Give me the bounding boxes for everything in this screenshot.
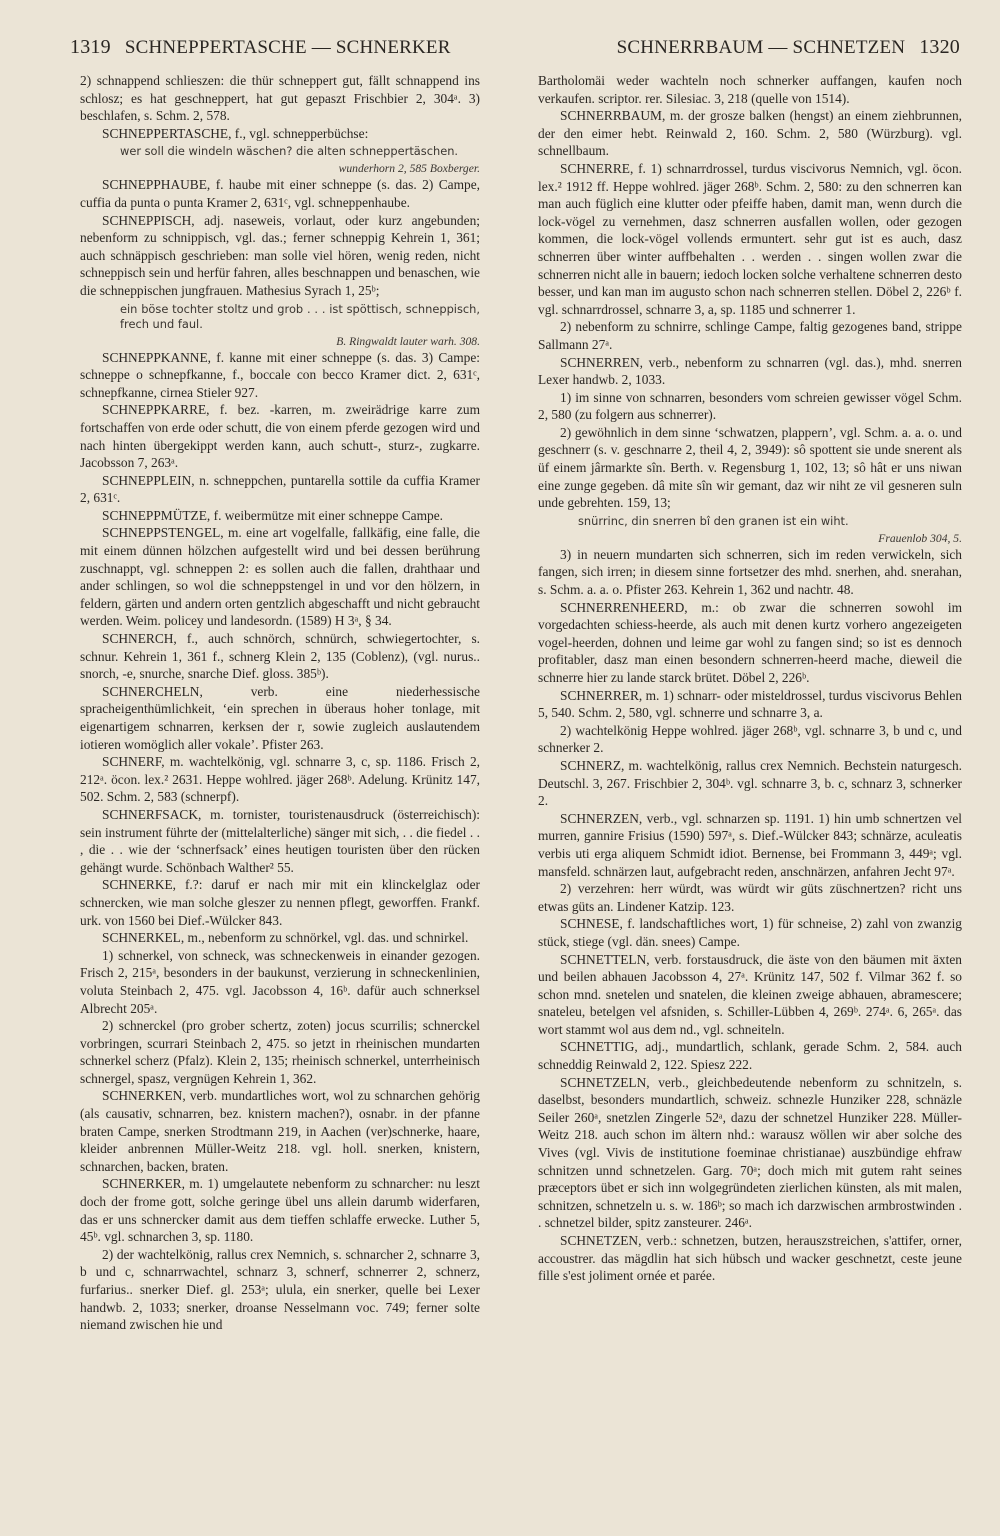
dictionary-entry: SCHNETZELN, verb., gleichbedeutende nebenform zu schnitzeln, s. daselbst, besonders mundartlich, schweiz. schnezle Hunziker 228, schnäzle Seiler 260ᵃ, snetzlen Zingerle 52ᵃ, dazu der schnetzel Hunziker 228. Müller-Weitz 218. auch schon im ältern nhd.: warausz wöllen wir aber solche des Vives (vgl. Vivis de institutione foeminae christianae) auszbündige ehfraw schnitzen unnd schnetzelen. Garg. 70ᵃ; doch mich mit gutem raht seines præceptors übet er sich inn wolgegründeten zierlichen künsten, als mit malen, schnitzen, schnetzeln u. s. w. 186ᵇ; so mach ich darzwischen armbrostwinden . . schnetzel bilder, spitz zansteurer. 246ᵃ.: [538, 1074, 962, 1231]
dictionary-entry: SCHNEPPKARRE, f. bez. -karren, m. zweirädrige karre zum fortschaffen von erde oder schutt, die von einem pferde gezogen wird und nach hinten übergekippt werden kann, auch schutt-, sturz-, zugkarre. Jacobsson 7, 263ᵃ.: [80, 402, 480, 471]
quotation: snürrinc, din snerren bî den granen ist ein wiht.: [578, 513, 849, 528]
dictionary-entry: Bartholomäi weder wachteln noch schnerker auffangen, kaufen noch verkaufen. scriptor. rer. Silesiac. 3, 218 (quelle von 1514).: [538, 73, 962, 106]
dictionary-entry: 2) gewöhnlich in dem sinne ‘schwatzen, plappern’, vgl. Schm. a. a. o. und geschnerr (s. v. geschnarre 2, theil 4, 2, 3949): sô spottent sie unde snerent als üf einem jârmarkte sîn. Berth. v. Regensburg 1, 102, 13; sô hât er uns niwan eine zunge gegeben. dâ mite sîn wir gemant, daz wir niht ze vil gesneren suln unde gebrehten. 159, 13;: [538, 424, 962, 511]
dictionary-entry: SCHNERFSACK, m. tornister, touristenausdruck (österreichisch): sein instrument führte der (mittelalterliche) sänger mit sich, . . die fiedel . . , die . . wie der ‘schnerfsack’ eines heutigen touristen über den rücken gehängt wurde. Schönbach Walther² 55.: [80, 806, 480, 875]
dictionary-entry: SCHNERF, m. wachtelkönig, vgl. schnarre 3, c, sp. 1186. Frisch 2, 212ᵃ. öcon. lex.² 2631. Heppe wohlred. jäger 268ᵇ. Adelung. Krünitz 147, 502. Schm. 2, 583 (schnerpf).: [80, 754, 480, 805]
dictionary-entry: SCHNERCH, f., auch schnörch, schnürch, schwiegertochter, s. schnur. Kehrein 1, 361 f., schnerg Klein 2, 135 (Coblenz), (vgl. nurus.. snorch, -e, snurche, snarche Dief. gloss. 385ᵇ).: [80, 631, 480, 682]
right-column: [538, 72, 962, 1285]
dictionary-entry: SCHNERKEL, m., nebenform zu schnörkel, vgl. das. und schnirkel.: [102, 930, 469, 946]
dictionary-entry: SCHNEPPMÜTZE, f. weibermütze mit einer schneppe Campe.: [102, 507, 444, 523]
dictionary-entry: SCHNERKEN, verb. mundartliches wort, wol zu schnarchen gehörig (als causativ, schnarren, bez. knistern machen?), osnabr. in der pfanne braten Campe, snerken Strodtmann 219, in Aachen (ver)schnerke, haare, kleider anbrennen Müller-Weitz 218. vgl. holl. snerken, knistern, schnarchen, backen, braten.: [80, 1088, 480, 1174]
dictionary-entry: SCHNERKER, m. 1) umgelautete nebenform zu schnarcher: nu leszt doch der frome gott, solche geringe übel uns allein darumb widerfaren, das er uns schnercker damit aus dem tieffen schlaffe erwecke. Luther 5, 45ᵇ. vgl. schnarchen 3, sp. 1180.: [80, 1176, 480, 1245]
dictionary-entry: SCHNERRBAUM, m. der grosze balken (hengst) an einem ziehbrunnen, der den eimer hebt. Reinwald 2, 160. Schm. 2, 580 (Würzburg). vgl. schnellbaum.: [538, 108, 962, 159]
right-page-number: 1320: [919, 36, 960, 58]
dictionary-entry: SCHNERRENHEERD, m.: ob zwar die schnerren sowohl im vorgedachten schiess-heerde, als auch mit denen kurtz vorhero angezeigeten vogel-heerden, dohnen und leime gar wohl zu fangen sind; so ist es dennoch profitabler, dasz man einen besondern schnerren-heerd mache, dieweil die schnerre hier zu lande starck brütet. Döbel 2, 226ᵇ.: [538, 599, 962, 685]
right-running-title: SCHNERRBAUM — SCHNETZEN: [616, 37, 906, 58]
dictionary-entry: SCHNEPPISCH, adj. naseweis, vorlaut, oder kurz angebunden; nebenform zu schnippisch, vgl. das.; ferner schneppig Kehrein 1, 361; auch schnäppisch geschrieben: man solle viel hören, wenig reden, nicht schneppisch sein und herfür fahren, alles beschnappen und benaschen, wie die schneppischen jungfrauen. Mathesius Syrach 1, 25ᵇ;: [80, 212, 480, 298]
dictionary-entry: 2) schnerckel (pro grober schertz, zoten) jocus scurrilis; schnerckel vorbringen, scurrari Steinbach 2, 475. so jetzt in rheinischen mundarten schnerkel scherz (Pfalz). Klein 2, 135; rheinisch schnerkel, unterrheinisch schnergel, spasz, vergnügen Kehrein 1, 362.: [80, 1018, 480, 1086]
dictionary-entry: 1) im sinne von schnarren, besonders vom schreien gewisser vögel Schm. 2, 580 (zu folgern aus schnerrer).: [538, 389, 962, 423]
quotation: wer soll die windeln wäschen? die alten schneppertäschen.: [120, 144, 459, 159]
dictionary-entry: SCHNETTELN, verb. forstausdruck, die äste von den bäumen mit äxten und beilen abhauen Jacobsson 4, 27ᵃ. Krünitz 147, 502 f. Vilmar 362 f. so schon mnd. snetelen und snatelen, die kleinen zweige abhauen, abramescere; snateleu, betelgen vel afsniden, s. Schiller-Lübben 4, 269ᵇ. 274ᵃ. 6, 265ᵃ. das wort stammt wol aus dem nd., vgl. schneiteln.: [538, 951, 962, 1037]
quotation-source: Frauenlob 304, 5.: [878, 531, 962, 545]
dictionary-entry: SCHNEPPLEIN, n. schneppchen, puntarella sottile da cuffia Kramer 2, 631ᶜ.: [80, 472, 480, 506]
dictionary-entry: SCHNERREN, verb., nebenform zu schnarren (vgl. das.), mhd. snerren Lexer handwb. 2, 1033.: [538, 354, 962, 388]
dictionary-entry: SCHNERZ, m. wachtelkönig, rallus crex Nemnich. Bechstein naturgesch. Deutschl. 3, 267. Frischbier 2, 304ᵇ. vgl. schnarre 3, b. c, schnarz 3, schnerker 2.: [538, 757, 962, 809]
dictionary-entry: 2) wachtelkönig Heppe wohlred. jäger 268ᵇ, vgl. schnarre 3, b und c, und schnerker 2.: [538, 722, 962, 756]
quotation: ein böse tochter stoltz und grob . . . ist spöttisch, schneppisch, frech und faul.: [120, 301, 480, 331]
dictionary-entry: 2) nebenform zu schnirre, schlinge Campe, faltig gezogenes band, strippe Sallmann 27ᵃ.: [538, 319, 962, 352]
left-running-title: SCHNEPPERTASCHE — SCHNERKER: [124, 37, 451, 58]
dictionary-entry: 3) in neuern mundarten sich schnerren, sich im reden verwickeln, sich fangen, sich irren; in diesem sinne fortsetzer des mhd. snerhen, ahd. snerahan, s. Schm. a. a. o. Pfister 263. Kehrein 1, 362 und nachtr. 48.: [538, 546, 962, 598]
page-header: [70, 36, 960, 64]
dictionary-entry: SCHNEPPHAUBE, f. haube mit einer schneppe (s. das. 2) Campe, cuffia da punta o punta Kramer 2, 631ᶜ, vgl. schneppenhaube.: [80, 177, 480, 210]
quotation-source: wunderhorn 2, 585 Boxberger.: [338, 162, 480, 176]
dictionary-entry: SCHNERZEN, verb., vgl. schnarzen sp. 1191. 1) hin umb schnertzen vel murren, gannire Frisius (1590) 597ᵃ, s. Dief.-Wülcker 843; schnärze, aculeatis verbis uti erga aliquem Schmidt idiot. Bernense, bei Frommann 3, 449ᵃ; vgl. mansfeld. schnärzen laut, aufgebracht reden, anschnärzen, anfahren Jecht 97ᵃ.: [538, 810, 962, 879]
quotation-source: B. Ringwaldt lauter warh. 308.: [336, 334, 480, 348]
dictionary-entry: 2) der wachtelkönig, rallus crex Nemnich, s. schnarcher 2, schnarre 3, b und c, schnarrwachtel, schnarz 3, schnerf, schnerrer 2, schnerz, furfarius.. snerker Dief. gl. 253ᵃ; ulula, ein snerker, quelle bei Lexer handwb. 2, 1033; snerker, droanse Nesselmann voc. 749; ferner solte niemand zwischen hie und: [80, 1246, 480, 1333]
dictionary-entry: 1) schnerkel, von schneck, was schneckenweis in einander gezogen. Frisch 2, 215ᵃ, besonders in der baukunst, verzierung in schneckenlinien, voluta Steinbach 2, 475. vgl. Jacobsson 4, 16ᵇ. dafür auch schnerksel Albrecht 205ᵃ.: [80, 947, 480, 1016]
dictionary-entry: 2) schnappend schlieszen: die thür schneppert gut, fällt schnappend ins schlosz; es hat geschneppert, hat gut gepaszt Frischbier 2, 304ᵃ. 3) beschlafen, s. Schm. 2, 578.: [80, 73, 480, 124]
left-column: [80, 72, 480, 1334]
dictionary-entry: SCHNETZEN, verb.: schnetzen, butzen, herauszstreichen, s'attifer, orner, accoustrer. das mägdlin hat sich hübsch und wacker geschnetzt, ceste jeune fille s'est joliment ornée et parée.: [538, 1233, 962, 1284]
left-page-number: 1319: [70, 36, 111, 58]
dictionary-entry: SCHNEPPSTENGEL, m. eine art vogelfalle, fallkäfig, eine falle, die mit einem dünnen hölzchen aufgestellt wird und bei dessen berührung zuschnappt, vgl. schneppen 2: es sollen auch die fallen, drahthaar und ander schlingen, so wol die schneppstengel in und vor den hölzern, in feldern, gärten und andern orten gentzlich abgeschafft und nicht gebraucht werden. Weim. policey und landesordn. (1589) H 3ᵃ, § 34.: [80, 525, 480, 629]
dictionary-entry: SCHNERRE, f. 1) schnarrdrossel, turdus viscivorus Nemnich, vgl. öcon. lex.² 1912 ff. Heppe wohlred. jäger 268ᵇ. Schm. 2, 580: zu den schnerren kan man auch füglich eine klutter oder pfeiffe haben, damit man, wenn durch die lock-vögel zu vernehmen, dasz schnerren ausfallen wollen, oder gezogen kommen, die lock-vögel vollends ermuntert. sehr gut ist es auch, dasz schnerren über winter auffbehalten . . werden . . singen wollen zwar die schnerren nicht alle in bauern; iedoch locken solche verhaltene schnerren desto besser, und kan man im augusto schon nach schnerren stellen. Döbel 2, 226ᵇ f. vgl. schnarrdrossel, schnarre 3, a, sp. 1185 und schnerrer 1.: [538, 160, 962, 317]
dictionary-entry: SCHNEPPKANNE, f. kanne mit einer schneppe (s. das. 3) Campe: schneppe o schnepfkanne, f., boccale con becco Kramer dict. 2, 631ᶜ, schnepfkanne, cirnea Stieler 927.: [80, 349, 480, 400]
dictionary-entry: SCHNERKE, f.?: daruf er nach mir mit ein klinckelglaz oder schnercken, wie man solche gleszer zu nennen pflegt, geworffen. Frankf. urk. von 1560 bei Dief.-Wülcker 843.: [80, 877, 480, 928]
dictionary-entry: SCHNEPPERTASCHE, f., vgl. schnepperbüchse:: [102, 125, 369, 141]
dictionary-entry: 2) verzehren: herr würdt, was würdt wir güts züschnertzen? richt uns etwas güts an. Lindener Katzip. 123.: [538, 881, 962, 914]
dictionary-entry: SCHNERRER, m. 1) schnarr- oder misteldrossel, turdus viscivorus Behlen 5, 540. Schm. 2, 580, vgl. schnerre und schnarre 3, a.: [538, 687, 962, 721]
dictionary-entry: SCHNERCHELN, verb. eine niederhessische spracheigenthümlichkeit, ‘ein sprechen in überaus hoher tonlage, mit eigenartigem schnarren, kerksen der r, sowie zugleich auslautendem iotieren womöglich aller vokale’. Pfister 263.: [80, 683, 480, 752]
dictionary-entry: SCHNESE, f. landschaftliches wort, 1) für schneise, 2) zahl von zwanzig stück, stiege (vgl. dän. snees) Campe.: [538, 916, 962, 949]
dictionary-entry: SCHNETTIG, adj., mundartlich, schlank, gerade Schm. 2, 584. auch schneddig Reinwald 2, 122. Spiesz 222.: [538, 1039, 962, 1073]
